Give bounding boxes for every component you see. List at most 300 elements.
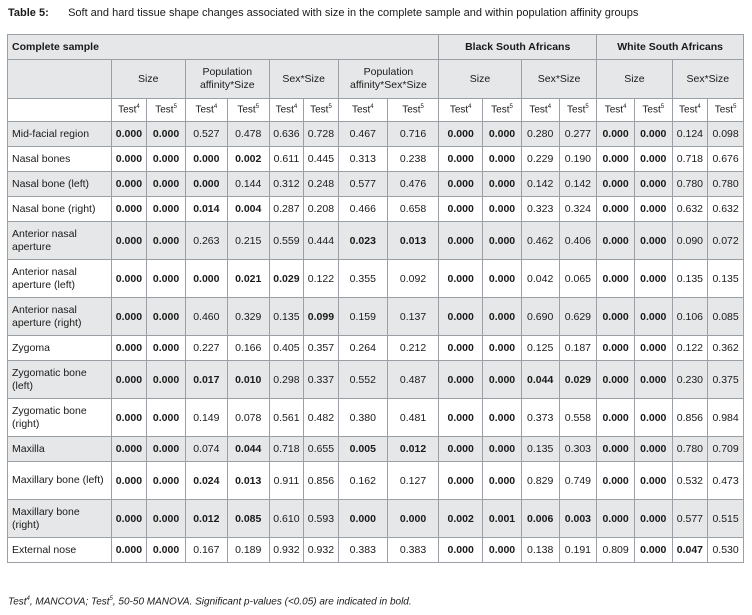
test4-header: [185, 99, 227, 122]
p-value-cell: 0.000: [338, 500, 387, 538]
table-row: [8, 437, 744, 462]
p-value-cell: 0.593: [304, 500, 339, 538]
p-value-cell: 0.000: [147, 361, 186, 399]
p-value-cell: 0.362: [708, 336, 744, 361]
table-row: [8, 462, 744, 500]
p-value-cell: 0.000: [111, 336, 147, 361]
test4-header: [439, 99, 483, 122]
p-value-cell: 0.405: [269, 336, 304, 361]
p-value-cell: 0.000: [147, 399, 186, 437]
p-value-cell: 0.085: [227, 500, 269, 538]
p-value-cell: 0.229: [521, 147, 559, 172]
p-value-cell: 0.127: [387, 462, 438, 500]
p-value-cell: 0.716: [387, 122, 438, 147]
p-value-cell: 0.000: [439, 437, 483, 462]
p-value-cell: 0.187: [559, 336, 597, 361]
p-value-cell: 0.000: [439, 361, 483, 399]
p-value-cell: 0.000: [147, 298, 186, 336]
p-value-cell: 0.527: [185, 122, 227, 147]
p-value-cell: 0.932: [269, 538, 304, 563]
p-value-cell: 0.932: [304, 538, 339, 563]
p-value-cell: 0.047: [672, 538, 708, 563]
p-value-cell: 0.000: [634, 336, 672, 361]
p-value-cell: 0.135: [521, 437, 559, 462]
p-value-cell: 0.911: [269, 462, 304, 500]
header-population-affinity-size: [185, 60, 269, 99]
p-value-cell: 0.000: [111, 538, 147, 563]
p-value-cell: 0.000: [597, 500, 635, 538]
header-line: affinity*Size: [199, 79, 255, 91]
p-value-cell: 0.324: [559, 197, 597, 222]
header-white-size: Size: [597, 60, 672, 99]
p-value-cell: 0.044: [227, 437, 269, 462]
test5-header: [387, 99, 438, 122]
table-footnote: [8, 596, 412, 607]
p-value-cell: 0.000: [634, 361, 672, 399]
header-black-sex-size: Sex*Size: [521, 60, 596, 99]
p-value-cell: 0.000: [597, 361, 635, 399]
p-value-cell: 0.166: [227, 336, 269, 361]
p-value-cell: 0.000: [111, 147, 147, 172]
group-white-south-africans: White South Africans: [597, 35, 744, 60]
p-value-cell: 0.552: [338, 361, 387, 399]
test-superscript: 4: [547, 104, 552, 111]
p-value-cell: 0.000: [111, 361, 147, 399]
p-value-cell: 0.000: [185, 172, 227, 197]
p-value-cell: 0.004: [227, 197, 269, 222]
p-value-cell: 0.577: [672, 500, 708, 538]
p-value-cell: 0.466: [338, 197, 387, 222]
p-value-cell: 0.610: [269, 500, 304, 538]
p-value-cell: 0.559: [269, 222, 304, 260]
p-value-cell: 0.000: [147, 260, 186, 298]
p-value-cell: 0.013: [227, 462, 269, 500]
table-caption: [8, 7, 748, 19]
p-value-cell: 0.000: [147, 122, 186, 147]
p-value-cell: 0.000: [634, 399, 672, 437]
p-value-cell: 0.000: [439, 336, 483, 361]
p-value-cell: 0.577: [338, 172, 387, 197]
p-value-cell: 0.135: [269, 298, 304, 336]
row-label: Zygomatic bone (right): [8, 399, 112, 437]
p-value-cell: 0.478: [227, 122, 269, 147]
p-value-cell: 0.676: [708, 147, 744, 172]
p-value-cell: 0.149: [185, 399, 227, 437]
p-value-cell: 0.000: [634, 122, 672, 147]
header-line: Population: [202, 66, 253, 78]
p-value-cell: 0.690: [521, 298, 559, 336]
p-value-cell: 0.227: [185, 336, 227, 361]
p-value-cell: 0.611: [269, 147, 304, 172]
table-row: [8, 147, 744, 172]
row-label: Anterior nasal aperture (right): [8, 298, 112, 336]
p-value-cell: 0.856: [672, 399, 708, 437]
p-value-cell: 0.098: [708, 122, 744, 147]
p-value-cell: 0.017: [185, 361, 227, 399]
p-value-cell: 0.000: [483, 462, 522, 500]
table-row: [8, 361, 744, 399]
row-label: Zygoma: [8, 336, 112, 361]
p-value-cell: 0.092: [387, 260, 438, 298]
p-value-cell: 0.277: [559, 122, 597, 147]
table-row: [8, 500, 744, 538]
table-row: [8, 197, 744, 222]
p-value-cell: 0.000: [111, 197, 147, 222]
p-value-cell: 0.000: [439, 399, 483, 437]
row-label: Zygomatic bone (left): [8, 361, 112, 399]
p-value-cell: 0.984: [708, 399, 744, 437]
p-value-cell: 0.558: [559, 399, 597, 437]
test-label: Test: [155, 104, 174, 116]
p-value-cell: 0.000: [597, 122, 635, 147]
p-value-cell: 0.065: [559, 260, 597, 298]
p-value-cell: 0.375: [708, 361, 744, 399]
p-value-cell: 0.000: [111, 462, 147, 500]
test4-header: [672, 99, 708, 122]
p-value-cell: 0.000: [634, 462, 672, 500]
p-value-cell: 0.001: [483, 500, 522, 538]
p-value-cell: 0.000: [387, 500, 438, 538]
group-complete-sample: Complete sample: [8, 35, 439, 60]
p-value-cell: 0.029: [559, 361, 597, 399]
p-value-cell: 0.000: [634, 197, 672, 222]
table-row: [8, 399, 744, 437]
p-value-cell: 0.000: [597, 437, 635, 462]
p-value-cell: 0.072: [708, 222, 744, 260]
p-value-cell: 0.010: [227, 361, 269, 399]
test-superscript: 4: [623, 104, 627, 111]
header-white-sex-size: Sex*Size: [672, 60, 743, 99]
test5-header: [559, 99, 597, 122]
test-superscript: 4: [136, 104, 140, 111]
p-value-cell: 0.000: [634, 437, 672, 462]
p-value-cell: 0.000: [147, 462, 186, 500]
p-value-cell: 0.280: [521, 122, 559, 147]
p-value-cell: 0.162: [338, 462, 387, 500]
p-value-cell: 0.462: [521, 222, 559, 260]
p-value-cell: 0.085: [708, 298, 744, 336]
p-value-cell: 0.106: [672, 298, 708, 336]
test-label: Test: [118, 104, 137, 116]
p-value-cell: 0.021: [227, 260, 269, 298]
row-label: External nose: [8, 538, 112, 563]
p-value-cell: 0.709: [708, 437, 744, 462]
test5-header: [227, 99, 269, 122]
row-label: Mid-facial region: [8, 122, 112, 147]
p-value-cell: 0.014: [185, 197, 227, 222]
p-value-cell: 0.444: [304, 222, 339, 260]
header-line: affinity*Sex*Size: [350, 79, 427, 91]
header-black-size: Size: [439, 60, 522, 99]
p-value-cell: 0.000: [597, 147, 635, 172]
p-value-cell: 0.749: [559, 462, 597, 500]
p-value-cell: 0.000: [111, 172, 147, 197]
empty-header-cell: [8, 99, 112, 122]
p-value-cell: 0.264: [338, 336, 387, 361]
p-value-cell: 0.000: [111, 399, 147, 437]
p-value-cell: 0.515: [708, 500, 744, 538]
p-value-cell: 0.481: [387, 399, 438, 437]
p-value-cell: 0.002: [439, 500, 483, 538]
p-value-cell: 0.373: [521, 399, 559, 437]
footnote-test5-sup: 5: [109, 596, 113, 602]
table-title: Soft and hard tissue shape changes associated with size in the complete sample and within population affinity groups: [68, 7, 639, 19]
test4-header: [521, 99, 559, 122]
p-value-cell: 0.191: [559, 538, 597, 563]
p-value-cell: 0.000: [483, 172, 522, 197]
header-line: Population: [363, 66, 414, 78]
p-value-cell: 0.780: [672, 172, 708, 197]
p-value-cell: 0.000: [597, 298, 635, 336]
p-value-cell: 0.337: [304, 361, 339, 399]
p-value-cell: 0.000: [111, 500, 147, 538]
test-superscript: 5: [173, 104, 177, 111]
test-label: Test: [529, 104, 548, 116]
p-value-cell: 0.313: [338, 147, 387, 172]
p-value-cell: 0.632: [708, 197, 744, 222]
p-value-cell: 0.012: [387, 437, 438, 462]
p-value-cell: 0.829: [521, 462, 559, 500]
p-value-cell: 0.000: [439, 222, 483, 260]
p-value-cell: 0.000: [483, 298, 522, 336]
p-value-cell: 0.090: [672, 222, 708, 260]
p-value-cell: 0.728: [304, 122, 339, 147]
p-value-cell: 0.000: [634, 172, 672, 197]
table-row: [8, 538, 744, 563]
p-value-cell: 0.000: [439, 122, 483, 147]
p-value-cell: 0.329: [227, 298, 269, 336]
p-value-cell: 0.000: [185, 147, 227, 172]
test-label: Test: [679, 104, 698, 116]
test-superscript: 5: [509, 104, 513, 111]
p-value-cell: 0.357: [304, 336, 339, 361]
p-value-cell: 0.000: [597, 260, 635, 298]
p-value-cell: 0.629: [559, 298, 597, 336]
p-value-cell: 0.298: [269, 361, 304, 399]
p-value-cell: 0.487: [387, 361, 438, 399]
p-value-cell: 0.138: [521, 538, 559, 563]
row-label: Nasal bone (left): [8, 172, 112, 197]
p-value-cell: 0.013: [387, 222, 438, 260]
footnote-test4-sup: 4: [26, 596, 30, 602]
table-row: [8, 336, 744, 361]
p-value-cell: 0.809: [597, 538, 635, 563]
table-row: [8, 122, 744, 147]
p-value-cell: 0.658: [387, 197, 438, 222]
p-value-cell: 0.000: [147, 500, 186, 538]
p-value-cell: 0.000: [147, 147, 186, 172]
p-value-cell: 0.230: [672, 361, 708, 399]
test5-header: [147, 99, 186, 122]
footnote-test5: Test: [91, 596, 110, 608]
p-value-cell: 0.137: [387, 298, 438, 336]
test5-header: [483, 99, 522, 122]
p-value-cell: 0.122: [672, 336, 708, 361]
test-superscript: 4: [213, 104, 218, 111]
table-row: [8, 260, 744, 298]
test5-header: [304, 99, 339, 122]
p-value-cell: 0.000: [147, 197, 186, 222]
p-value-cell: 0.000: [483, 222, 522, 260]
p-value-cell: 0.074: [185, 437, 227, 462]
p-value-cell: 0.000: [597, 399, 635, 437]
p-value-cell: 0.000: [634, 260, 672, 298]
test-superscript: 5: [660, 104, 665, 111]
test-label: Test: [714, 104, 734, 116]
p-value-cell: 0.383: [387, 538, 438, 563]
test5-header: [634, 99, 672, 122]
p-value-cell: 0.078: [227, 399, 269, 437]
test4-header: [269, 99, 304, 122]
p-value-cell: 0.000: [634, 298, 672, 336]
p-value-cell: 0.780: [708, 172, 744, 197]
p-value-cell: 0.655: [304, 437, 339, 462]
p-value-cell: 0.000: [597, 336, 635, 361]
table-label: Table 5:: [8, 7, 49, 19]
p-value-cell: 0.406: [559, 222, 597, 260]
p-value-cell: 0.002: [227, 147, 269, 172]
test-label: Test: [237, 104, 256, 116]
p-value-cell: 0.718: [269, 437, 304, 462]
p-value-cell: 0.000: [483, 197, 522, 222]
test-label: Test: [642, 104, 661, 116]
test4-header: [338, 99, 387, 122]
header-size: Size: [111, 60, 185, 99]
p-value-cell: 0.000: [439, 538, 483, 563]
p-value-cell: 0.190: [559, 147, 597, 172]
p-value-cell: 0.000: [483, 336, 522, 361]
test4-header: [597, 99, 635, 122]
test-label: Test: [604, 104, 624, 116]
p-value-cell: 0.024: [185, 462, 227, 500]
test-label: Test: [491, 104, 510, 116]
p-value-cell: 0.042: [521, 260, 559, 298]
p-value-cell: 0.125: [521, 336, 559, 361]
table-row: [8, 172, 744, 197]
p-value-cell: 0.000: [483, 147, 522, 172]
p-value-cell: 0.144: [227, 172, 269, 197]
header-population-affinity-sex-size: [338, 60, 438, 99]
p-value-cell: 0.718: [672, 147, 708, 172]
p-value-cell: 0.000: [111, 298, 147, 336]
test4-header: [111, 99, 147, 122]
p-value-cell: 0.383: [338, 538, 387, 563]
empty-header-cell: [8, 60, 112, 99]
test5-header: [708, 99, 744, 122]
row-label: Maxilla: [8, 437, 112, 462]
p-value-cell: 0.159: [338, 298, 387, 336]
p-value-cell: 0.476: [387, 172, 438, 197]
p-value-cell: 0.005: [338, 437, 387, 462]
p-value-cell: 0.355: [338, 260, 387, 298]
p-value-cell: 0.099: [304, 298, 339, 336]
test-label: Test: [310, 104, 329, 116]
p-value-cell: 0.780: [672, 437, 708, 462]
test-label: Test: [275, 104, 294, 116]
test-label: Test: [195, 104, 214, 116]
test-label: Test: [567, 104, 586, 116]
results-table: [7, 34, 744, 563]
p-value-cell: 0.460: [185, 298, 227, 336]
p-value-cell: 0.000: [439, 462, 483, 500]
p-value-cell: 0.000: [483, 122, 522, 147]
p-value-cell: 0.000: [483, 361, 522, 399]
footnote-test4-desc: , MANCOVA;: [29, 596, 91, 608]
p-value-cell: 0.142: [521, 172, 559, 197]
footnote-test4: Test: [8, 596, 27, 608]
p-value-cell: 0.012: [185, 500, 227, 538]
row-label: Anterior nasal aperture: [8, 222, 112, 260]
header-sex-size: Sex*Size: [269, 60, 338, 99]
p-value-cell: 0.000: [597, 222, 635, 260]
p-value-cell: 0.000: [147, 437, 186, 462]
p-value-cell: 0.135: [708, 260, 744, 298]
test-label: Test: [402, 104, 421, 116]
p-value-cell: 0.006: [521, 500, 559, 538]
test-superscript: 4: [293, 104, 298, 111]
row-label: Maxillary bone (left): [8, 462, 112, 500]
p-value-cell: 0.000: [439, 298, 483, 336]
p-value-cell: 0.482: [304, 399, 339, 437]
p-value-cell: 0.312: [269, 172, 304, 197]
test-superscript: 4: [697, 104, 701, 111]
p-value-cell: 0.142: [559, 172, 597, 197]
p-value-cell: 0.000: [185, 260, 227, 298]
p-value-cell: 0.248: [304, 172, 339, 197]
p-value-cell: 0.636: [269, 122, 304, 147]
p-value-cell: 0.263: [185, 222, 227, 260]
row-label: Anterior nasal aperture (left): [8, 260, 112, 298]
p-value-cell: 0.208: [304, 197, 339, 222]
p-value-cell: 0.000: [147, 172, 186, 197]
p-value-cell: 0.000: [439, 197, 483, 222]
table-row: [8, 222, 744, 260]
p-value-cell: 0.323: [521, 197, 559, 222]
p-value-cell: 0.000: [483, 260, 522, 298]
p-value-cell: 0.023: [338, 222, 387, 260]
p-value-cell: 0.000: [147, 336, 186, 361]
p-value-cell: 0.215: [227, 222, 269, 260]
p-value-cell: 0.122: [304, 260, 339, 298]
p-value-cell: 0.000: [111, 222, 147, 260]
test-superscript: 5: [585, 104, 589, 111]
p-value-cell: 0.530: [708, 538, 744, 563]
p-value-cell: 0.124: [672, 122, 708, 147]
p-value-cell: 0.445: [304, 147, 339, 172]
p-value-cell: 0.029: [269, 260, 304, 298]
p-value-cell: 0.380: [338, 399, 387, 437]
p-value-cell: 0.632: [672, 197, 708, 222]
p-value-cell: 0.000: [439, 147, 483, 172]
row-label: Nasal bone (right): [8, 197, 112, 222]
test-label: Test: [351, 104, 371, 116]
p-value-cell: 0.000: [111, 260, 147, 298]
p-value-cell: 0.000: [111, 122, 147, 147]
table-row: [8, 298, 744, 336]
p-value-cell: 0.000: [597, 172, 635, 197]
p-value-cell: 0.000: [111, 437, 147, 462]
test-superscript: 5: [255, 104, 260, 111]
test-superscript: 5: [733, 104, 737, 111]
footnote-test5-desc: , 50-50 MANOVA. Significant p-values (<0.05) are indicated in bold.: [112, 596, 412, 608]
p-value-cell: 0.856: [304, 462, 339, 500]
p-value-cell: 0.532: [672, 462, 708, 500]
p-value-cell: 0.238: [387, 147, 438, 172]
p-value-cell: 0.561: [269, 399, 304, 437]
p-value-cell: 0.473: [708, 462, 744, 500]
p-value-cell: 0.467: [338, 122, 387, 147]
p-value-cell: 0.135: [672, 260, 708, 298]
